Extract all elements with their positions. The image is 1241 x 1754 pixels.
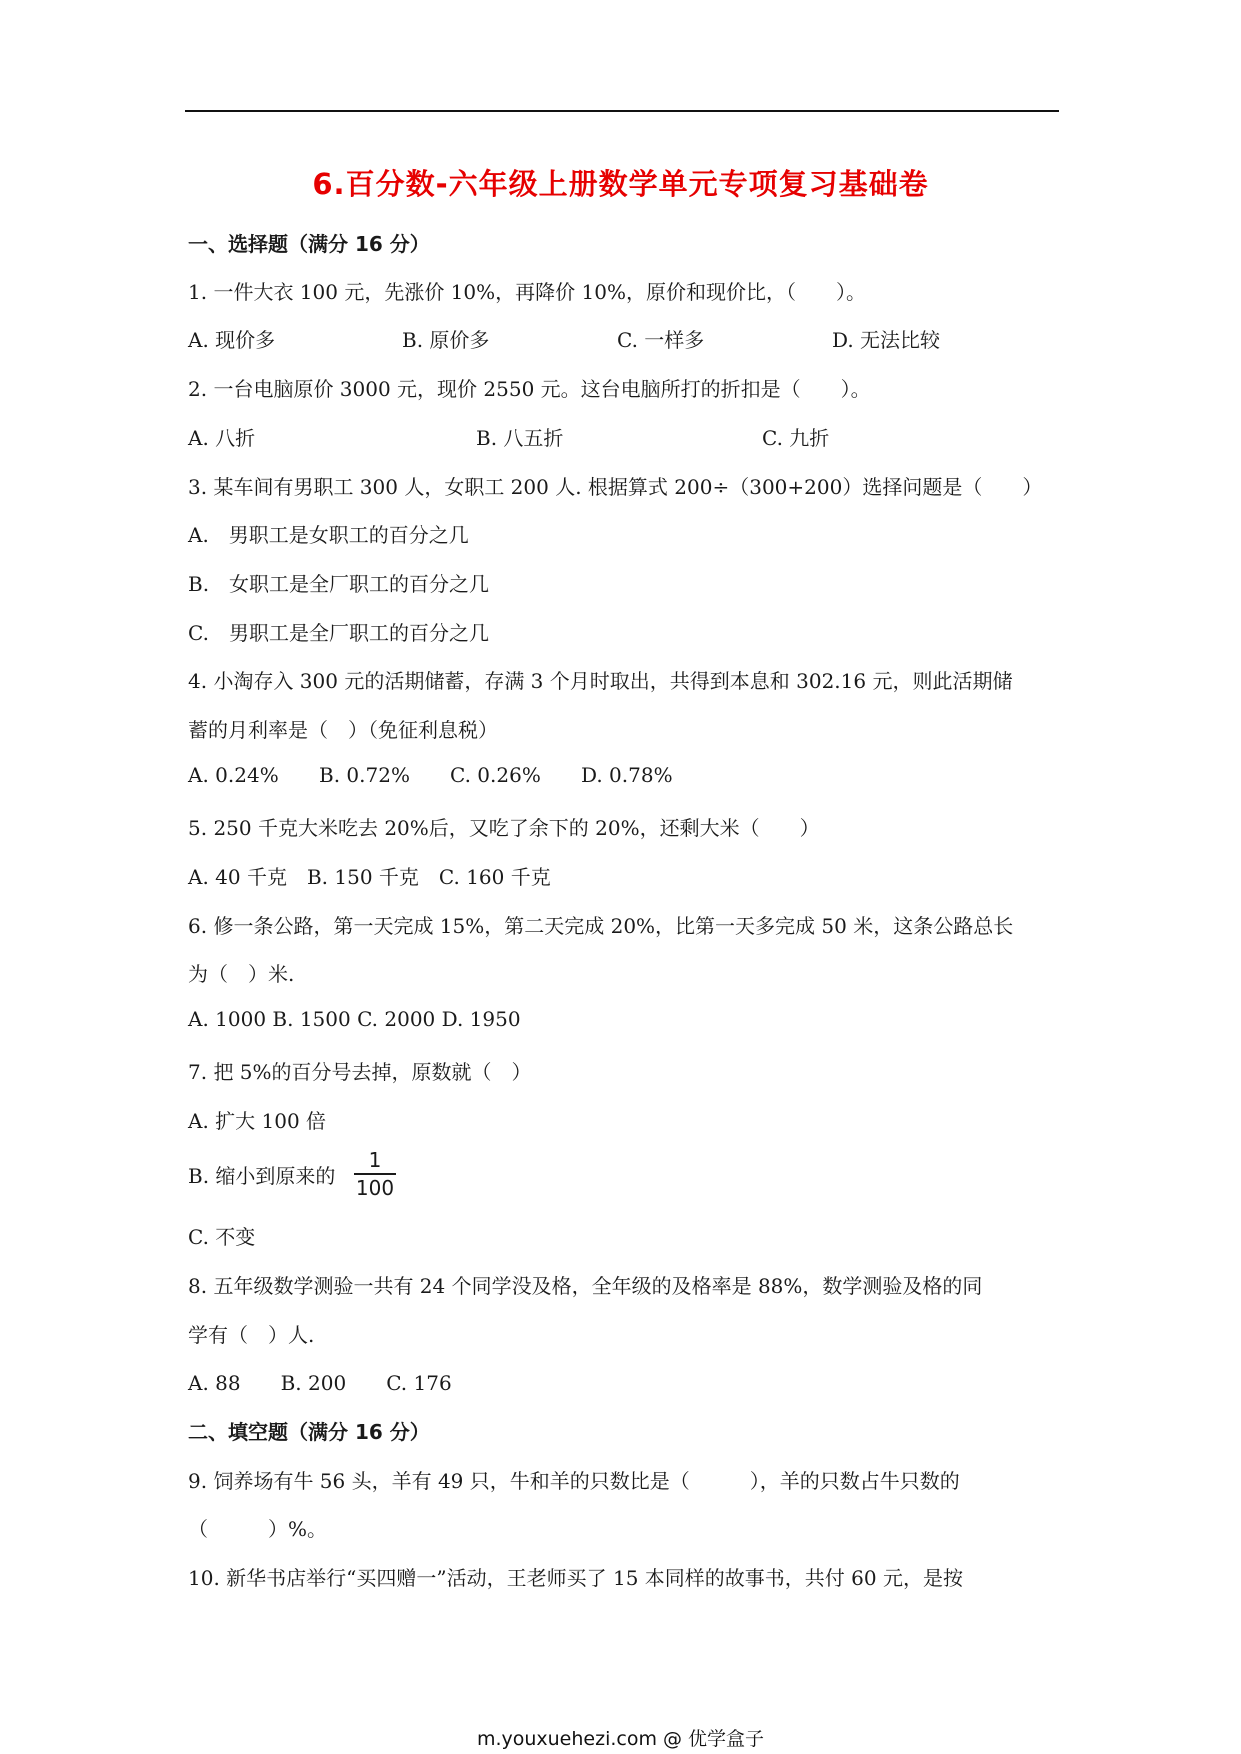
question-5-stem: 5. 250 千克大米吃去 20%后，又吃了余下的 20%，还剩大米（ ） xyxy=(188,816,820,840)
page-title: 6.百分数-六年级上册数学单元专项复习基础卷 xyxy=(312,167,929,201)
question-4-option-c: C. 0.26% xyxy=(450,763,541,787)
page-footer: m.youxuehezi.com @ 优学盒子 xyxy=(476,1728,765,1750)
fraction-numerator: 1 xyxy=(368,1148,382,1172)
fraction-bar xyxy=(354,1173,396,1175)
question-2-stem: 2. 一台电脑原价 3000 元，现价 2550 元。这台电脑所打的折扣是（ ）。 xyxy=(188,377,871,401)
question-1-option-c: C. 一样多 xyxy=(617,328,705,352)
question-9-stem-line-2: （ ）%。 xyxy=(188,1517,328,1541)
question-1-option-b: B. 原价多 xyxy=(402,328,490,352)
question-9-stem-line-1: 9. 饲养场有牛 56 头，羊有 49 只，牛和羊的只数比是（ ），羊的只数占牛只数的 xyxy=(188,1469,960,1493)
question-8-options: A. 88 B. 200 C. 176 xyxy=(188,1371,452,1395)
question-4-option-d: D. 0.78% xyxy=(581,763,673,787)
question-7-option-c: C. 不变 xyxy=(188,1225,256,1249)
question-6-stem-line-1: 6. 修一条公路，第一天完成 15%，第二天完成 20%，比第一天多完成 50 米，这条公路总长 xyxy=(188,914,1014,938)
question-7-stem: 7. 把 5%的百分号去掉，原数就（ ） xyxy=(188,1060,532,1084)
question-8-stem-line-1: 8. 五年级数学测验一共有 24 个同学没及格，全年级的及格率是 88%，数学测验及格的同 xyxy=(188,1274,983,1298)
question-3-option-b: B. 女职工是全厂职工的百分之几 xyxy=(188,572,490,596)
question-2-option-c: C. 九折 xyxy=(762,426,830,450)
fraction-one-hundredth xyxy=(354,1148,396,1200)
question-4-option-b: B. 0.72% xyxy=(319,763,410,787)
question-6-stem-line-2: 为（ ）米. xyxy=(188,962,295,986)
question-6-options: A. 1000 B. 1500 C. 2000 D. 1950 xyxy=(188,1007,521,1031)
question-1-option-d: D. 无法比较 xyxy=(832,328,941,352)
header-rule xyxy=(185,110,1059,112)
question-10-stem-line-1: 10. 新华书店举行“买四赠一”活动，王老师买了 15 本同样的故事书，共付 60 元，是按 xyxy=(188,1566,963,1590)
question-3-stem: 3. 某车间有男职工 300 人，女职工 200 人. 根据算式 200÷（300+200）选择问题是（ ） xyxy=(188,475,1043,499)
question-2-option-b: B. 八五折 xyxy=(476,426,564,450)
section-heading-fill: 二、填空题（满分 16 分） xyxy=(188,1420,430,1444)
question-3-option-c: C. 男职工是全厂职工的百分之几 xyxy=(188,621,489,645)
question-4-stem-line-1: 4. 小淘存入 300 元的活期储蓄，存满 3 个月时取出，共得到本息和 302.16 元，则此活期储 xyxy=(188,669,1013,693)
question-1-stem: 1. 一件大衣 100 元，先涨价 10%，再降价 10%，原价和现价比，（ ）。 xyxy=(188,280,866,304)
question-4-option-a: A. 0.24% xyxy=(188,763,279,787)
question-4-stem-line-2: 蓄的月利率是（ ）（免征利息税） xyxy=(188,718,498,742)
question-7-option-a: A. 扩大 100 倍 xyxy=(188,1109,327,1133)
question-1-option-a: A. 现价多 xyxy=(188,328,276,352)
section-heading-choice: 一、选择题（满分 16 分） xyxy=(188,232,430,256)
question-5-options: A. 40 千克 B. 150 千克 C. 160 千克 xyxy=(188,865,551,889)
question-3-option-a: A. 男职工是女职工的百分之几 xyxy=(188,523,469,547)
question-8-stem-line-2: 学有（ ）人. xyxy=(188,1323,315,1347)
question-7-option-b: B. 缩小到原来的 xyxy=(188,1164,336,1188)
question-2-option-a: A. 八折 xyxy=(188,426,256,450)
fraction-denominator: 100 xyxy=(355,1176,395,1200)
